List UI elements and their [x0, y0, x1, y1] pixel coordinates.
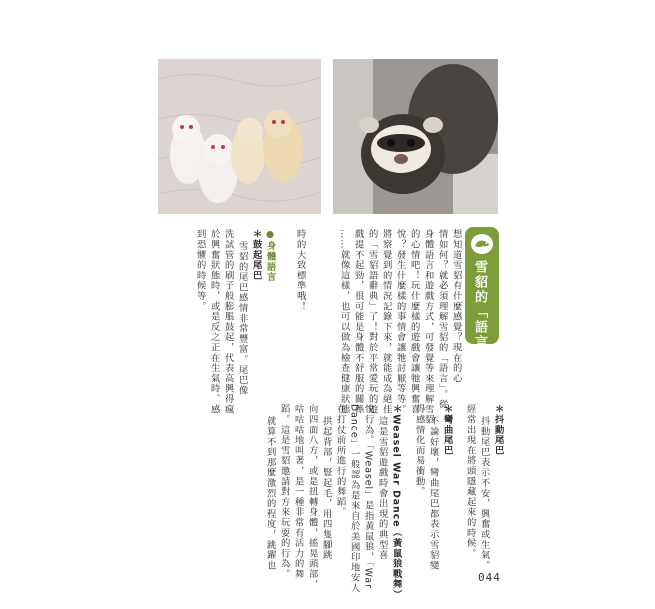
intro-line-9: ……就像這樣，也可以做為檢查健康狀態: [338, 229, 350, 415]
page-number: 044: [478, 571, 501, 584]
entry-body-puff-1: 雪貂的尾巴感情非常豐富。尾巴像: [236, 241, 248, 396]
entry-body-dance-4: 在打仗前所進行的舞蹈。: [334, 404, 346, 518]
intro-line-7: 的「雪貂語辭典」了！對於平常愛玩的遊: [366, 229, 378, 415]
dark-ferret-photo: [333, 59, 498, 214]
entry-body-dance-9: 就算不到那麼激烈的程度，跳躍也: [264, 416, 276, 571]
entry-title-shake-tail: ＊抖動尾巴: [492, 404, 504, 456]
white-ferrets-photo: [158, 59, 321, 214]
entry-body-puff-4: 到恐懼的時候等。: [194, 229, 206, 312]
entry-body-dance-5: 拱起背部，豎起毛，用四隻腳跳: [320, 416, 332, 561]
entry-body-bend-1: 不論好壞，彎曲尾巴都表示雪貂變: [427, 416, 439, 571]
ferret-silhouette-icon: [470, 233, 494, 255]
entry-title-war-dance: ＊Weasel War Dance（黃鼠狼戰舞）: [390, 404, 402, 600]
entry-body-puff-2: 洗試管的刷子般膨脹鼓起，代表高興得瘋: [222, 229, 234, 415]
entry-body-dance-8: 蹈。這是雪貂邀請對方來玩耍的行為。: [278, 404, 290, 580]
body-language-subheading: ●身體語言: [264, 229, 276, 283]
entry-body-puff-3: 於興奮狀態時，或是反之正在生氣時、感: [208, 229, 220, 415]
intro-line-2: 情如何？就必須理解雪貂的「語言」。從: [436, 229, 448, 410]
entry-body-bend-2: 得感情化而易衝動。: [413, 404, 425, 497]
intro-line-5: 悅？發生什麼樣的事情會讓牠討厭等等。: [394, 229, 406, 415]
intro-line-10: 時的大致標準哦！: [294, 229, 306, 312]
intro-line-8: 戲提不起勁，很可能是身體不舒服的關係: [352, 229, 364, 415]
intro-line-1: 想知道雪貂有什麼感覺？現在的心: [450, 229, 462, 384]
entry-body-dance-1: 這是雪貂遊戲時會出現的典型喜: [376, 416, 388, 561]
entry-body-dance-6: 向四面八方，或是扭轉身體，搖晃頭部，: [306, 404, 318, 590]
entry-body-dance-2: 悅行為。「Weasel」是指黃鼠狼，「War: [362, 404, 374, 589]
intro-line-3: 身體語言和遊戲方式，可發覺等來理解雪貂: [422, 229, 434, 425]
entry-title-puff-tail: ＊鼓起尾巴: [250, 229, 262, 281]
intro-line-6: 將察覺到的情況記錄下來，就能成為絕佳: [380, 229, 392, 415]
intro-line-4: 的心情吧！玩什麼樣的遊戲會讓牠興奮喜: [408, 229, 420, 415]
entry-body-shake-2: 經常出現在將頭隱藏起來的時候。: [464, 404, 476, 559]
section-title: 雪貂的「語言」: [472, 260, 487, 365]
entry-body-dance-3: Dance」一般認為是來自於美國印地安人: [348, 404, 360, 594]
entry-body-shake-1: 抖動尾巴表示不安，興奮或生氣。: [478, 416, 490, 571]
entry-title-bend-tail: ＊彎曲尾巴: [441, 404, 453, 456]
entry-body-dance-7: 咕咕咕地叫著，是一種非常有活力的舞: [292, 404, 304, 580]
